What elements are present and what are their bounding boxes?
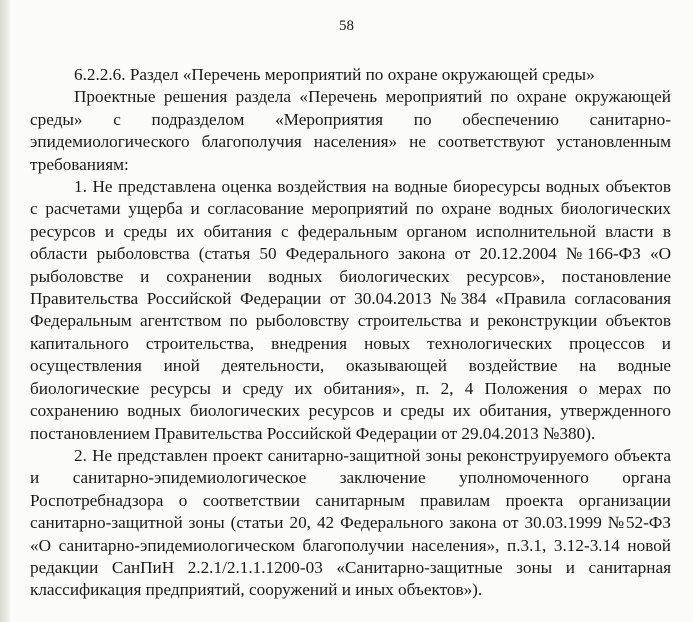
section-heading: 6.2.2.6. Раздел «Перечень мероприятий по охране окружающей среды» bbox=[74, 65, 595, 84]
finding-item-1: 1. Не представлена оценка воздействия на водные биоресурсы водных объектов с расчетами ущерба и согласование мероприятий по охране водных биологических ресурсов и среды их обитания с федеральным органом исполнительной власти в области рыболовства (статья 50 Федерального закона от 20.12.2004 №166-ФЗ «О рыболовстве и сохранении водных биологических ресурсов», постановление Правительства Российской Федерации от 30.04.2013 №384 «Правила согласования Федеральным агентством по рыболовству строительства и реконструкции объектов капитального строительства, внедрения новых технологических процессов и осуществления иной деятельности, оказывающей воздействие на водные биологические ресурсы и среду их обитания», п. 2, 4 Положения о мерах по сохранению водных биологических ресурсов и среды их обитания, утвержденного постановлением Правительства Российской Федерации от 29.04.2013 №380). bbox=[30, 177, 671, 443]
finding-item-2: 2. Не представлен проект санитарно-защитной зоны реконструируемого объекта и санитарно-эпидемиологическое заключение уполномоченного органа Роспотребнадзора о соответствии санитарным правилам проекта организации санитарно-защитной зоны (статьи 20, 42 Федерального закона от 30.03.1999 №52-ФЗ «О санитарно-эпидемиологическом благополучии населения», п.3.1, 3.12-3.14 новой редакции СанПиН 2.2.1/2.1.1.1200-03 «Санитарно-защитные зоны и санитарная классификация предприятий, сооружений и иных объектов»). bbox=[30, 445, 671, 600]
page-number: 58 bbox=[339, 18, 354, 34]
page-edge-shadow bbox=[0, 0, 10, 622]
document-body bbox=[30, 64, 671, 602]
section-intro-paragraph: Проектные решения раздела «Перечень мероприятий по охране окружающей среды» с подразделом «Мероприятия по обеспечению санитарно-эпидемиологического благополучия населения» не соответствуют установленным требованиям: bbox=[30, 87, 671, 174]
